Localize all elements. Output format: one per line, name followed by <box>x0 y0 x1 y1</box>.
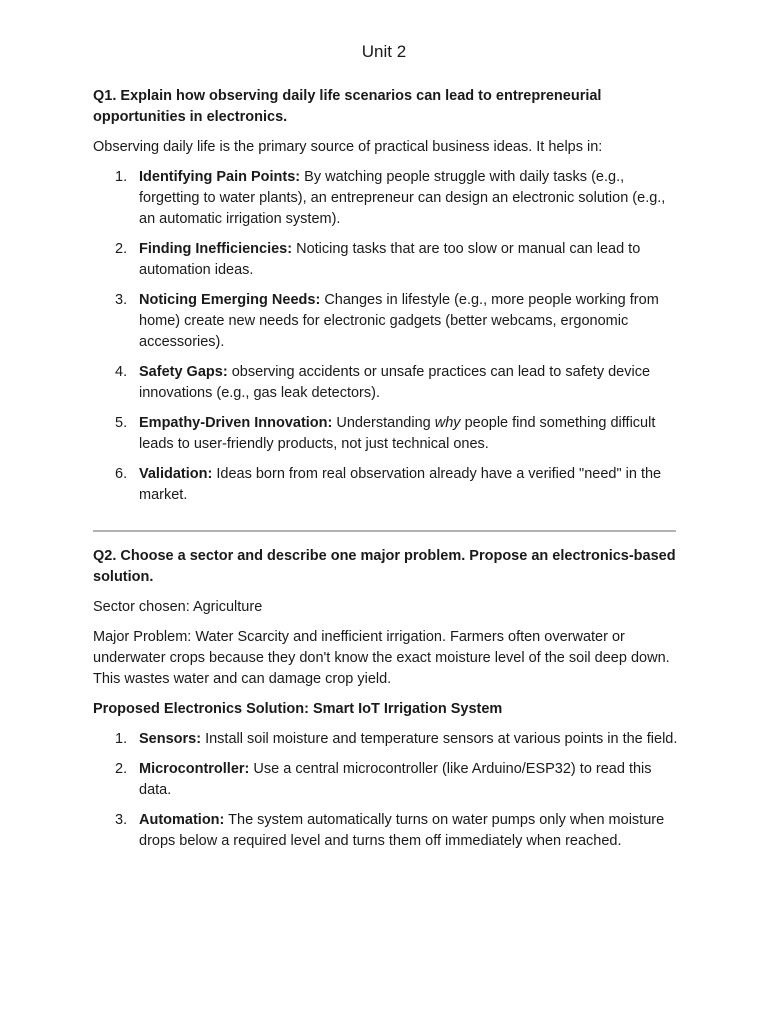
document-title: Unit 2 <box>361 42 407 61</box>
item-text: Ideas born from real observation already have a verified "need" in the market. <box>139 466 662 503</box>
item-label: Safety Gaps: <box>139 364 228 380</box>
list-item <box>93 810 678 852</box>
item-label: Sensors: <box>139 731 202 747</box>
list-number: 5. <box>115 415 128 431</box>
item-label: Identifying Pain Points: <box>139 169 301 185</box>
item-text: observing accidents or unsafe practices can lead to safety device innovations (e.g., gas leak detectors). <box>139 364 651 401</box>
list-number: 2. <box>115 761 128 777</box>
q1-intro: Observing daily life is the primary source of practical business ideas. It helps in: <box>93 139 603 155</box>
list-item <box>93 464 678 506</box>
q1-list <box>93 167 678 506</box>
q2-sector: Sector chosen: Agriculture <box>93 599 263 615</box>
list-number: 2. <box>115 241 128 257</box>
item-text: The system automatically turns on water pumps only when moisture drops below a required level and turns them off immediately when reached. <box>139 812 665 849</box>
document-body <box>93 86 678 861</box>
q2-solution-heading: Proposed Electronics Solution: Smart IoT Irrigation System <box>93 701 503 717</box>
item-text: Changes in lifestyle (e.g., more people working from home) create new needs for electronic gadgets (better webcams, ergonomic accessories). <box>139 292 659 350</box>
q2-question: Q2. Choose a sector and describe one major problem. Propose an electronics-based solution. <box>93 548 676 585</box>
list-item <box>93 413 678 455</box>
item-text: Use a central microcontroller (like Arduino/ESP32) to read this data. <box>139 761 652 798</box>
list-item <box>93 167 678 230</box>
item-text: Noticing tasks that are too slow or manual can lead to automation ideas. <box>139 241 641 278</box>
item-label: Noticing Emerging Needs: <box>139 292 321 308</box>
q1-question: Q1. Explain how observing daily life scenarios can lead to entrepreneurial opportunities in electronics. <box>93 88 602 125</box>
list-number: 1. <box>115 169 128 185</box>
item-label: Validation: <box>139 466 213 482</box>
q2-list <box>93 729 678 852</box>
item-text: By watching people struggle with daily tasks (e.g., forgetting to water plants), an entrepreneur can design an electronic solution (e.g., an automatic irrigation system). <box>139 169 666 227</box>
item-text-after: people find something difficult leads to user-friendly products, not just technical ones. <box>139 415 656 452</box>
item-text-italic: why <box>434 415 461 431</box>
item-label: Microcontroller: <box>139 761 250 777</box>
list-number: 3. <box>115 812 128 828</box>
list-number: 6. <box>115 466 128 482</box>
item-label: Automation: <box>139 812 225 828</box>
list-item <box>93 362 678 404</box>
list-number: 4. <box>115 364 128 380</box>
list-item <box>93 239 678 281</box>
list-number: 3. <box>115 292 128 308</box>
item-text-before: Understanding <box>336 415 431 431</box>
list-number: 1. <box>115 731 128 747</box>
item-label: Finding Inefficiencies: <box>139 241 293 257</box>
item-text: Install soil moisture and temperature sensors at various points in the field. <box>205 731 678 747</box>
item-label: Empathy-Driven Innovation: <box>139 415 333 431</box>
list-item <box>93 729 678 750</box>
list-item <box>93 759 678 801</box>
list-item <box>93 290 678 353</box>
section-divider <box>93 530 676 532</box>
q2-problem: Major Problem: Water Scarcity and inefficient irrigation. Farmers often overwater or underwater crops because they don't know the exact moisture level of the soil deep down. This wastes water and can damage crop yield. <box>93 629 670 687</box>
